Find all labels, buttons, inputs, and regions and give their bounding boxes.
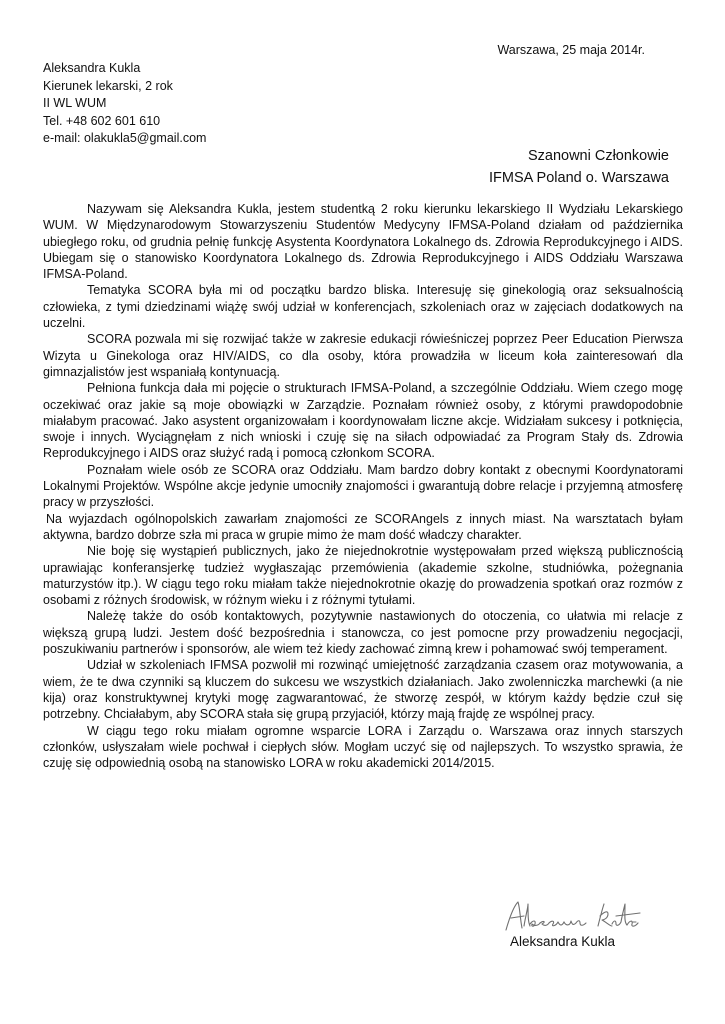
recipient-line-1: Szanowni Członkowie xyxy=(527,148,669,164)
body-paragraph: Nazywam się Aleksandra Kukla, jestem studentką 2 roku kierunku lekarskiego II Wydziału Lekarskiego WUM. W Międzynarodowym Stowarzyszeniu Studentów Medycyny IFMSA-Poland działam od października ubiegłego roku, od grudnia pełnię funkcję Asystenta Koordynatora Lokalnego ds. Zdrowia Reprodukcyjnego i AIDS. Ubiegam się o stanowisko Koordynatora Lokalnego ds. Zdrowia Reprodukcyjnego i AIDS Oddziału Warszawa IFMSA-Poland. xyxy=(43,202,683,282)
body-paragraph: Nie boję się wystąpień publicznych, jako że niejednokrotnie występowałam przed większą publicznością uprawiając konferansjerkę tudzież wygłaszając przemówienia (akademie szkolne, studniówka, pożegnania maturzystów itp.). W ciągu tego roku miałam także niejednokrotnie okazję do prowadzenia spotkań oraz rozmów z osobami z różnych środowisk, w różnym wieku i z różnymi tytułami. xyxy=(43,544,683,608)
handwritten-signature xyxy=(500,896,648,936)
body-paragraph: Tematyka SCORA była mi od początku bardzo bliska. Interesuję się ginekologią oraz seksualnością człowieka, z tymi dziedzinami wiążę swój udział w konferencjach, szkoleniach oraz w zajęciach dodatkowych na uczelni. xyxy=(43,283,683,331)
recipient-block xyxy=(489,145,669,189)
sender-block xyxy=(43,60,206,148)
body-paragraph: SCORA pozwala mi się rozwijać także w zakresie edukacji rówieśniczej poprzez Peer Education Pierwsza Wizyta u Ginekologa oraz HIV/AIDS, co dla osoby, która prowadziła w liceum koła zainteresowań dla gimnazjalistów jest wspaniałą kontynuacją. xyxy=(43,332,683,379)
body-paragraph: Udział w szkoleniach IFMSA pozwolił mi rozwinąć umiejętność zarządzania czasem oraz motywowania, a wiem, że te dwa czynniki są kluczem do sukcesu we wszystkich działaniach. Jako zwolenniczka marchewki (a nie kija) oraz konstruktywnej krytyki mogę zagwarantować, że stworzę zespół, w którym każdy będzie czuł się potrzebny. Chciałabym, aby SCORA stała się grupą przyjaciół, którzy mają frajdę ze wspólnej pracy. xyxy=(43,658,683,722)
sender-phone: Tel. +48 602 601 610 xyxy=(43,113,161,128)
body-paragraph: W ciągu tego roku miałam ogromne wsparcie LORA i Zarządu o. Warszawa oraz innych starszych członków, usłyszałam wiele pochwał i ciepłych słów. Mogłam uczyć się od najlepszych. To wszystko sprawia, że czuję się odpowiednią osobą na stanowisko LORA w roku akademicki 2014/2015. xyxy=(43,723,683,771)
sender-faculty: II WL WUM xyxy=(43,96,107,110)
letter-date: Warszawa, 25 maja 2014r. xyxy=(497,43,645,57)
signer-name: Aleksandra Kukla xyxy=(510,934,616,949)
sender-name: Aleksandra Kukla xyxy=(43,61,141,75)
recipient-line-2: IFMSA Poland o. Warszawa xyxy=(489,170,669,186)
letter-body xyxy=(43,201,683,771)
body-paragraph: Na wyjazdach ogólnopolskich zawarłam znajomości ze SCORAngels z innych miast. Na warsztatach byłam aktywna, bardzo dobrze szła mi praca w grupie mimo że mam dość władczy charakter. xyxy=(43,511,683,542)
body-paragraph: Poznałam wiele osób ze SCORA oraz Oddziału. Mam bardzo dobry kontakt z obecnymi Koordynatorami Lokalnymi Projektów. Wspólne akcje jedynie umocniły znajomości i gwarantują dobre relacje i przyjemną atmosferę pracy w przyszłości. xyxy=(43,462,683,510)
body-paragraph: Należę także do osób kontaktowych, pozytywnie nastawionych do otoczenia, co ułatwia mi relacje z większą grupą ludzi. Jestem dość bezpośrednia i stanowcza, co jest pomocne przy prowadzeniu negocjacji, poszukiwaniu partnerów i sponsorów, ale wiem też kiedy zachować zimną krew i pohamować swój temperament. xyxy=(43,609,683,657)
body-paragraph: Pełniona funkcja dała mi pojęcie o strukturach IFMSA-Poland, a szczególnie Oddziału. Wiem czego mogę oczekiwać oraz jakie są moje obowiązki w Zarządzie. Poznałam również osoby, z którymi prawdopodobnie miałabym pracować. Jako asystent organizowałam i koordynowałam liczne akcje. Widziałam sukcesy i potknięcia, swoje i innych. Wyciągnęłam z nich wnioski i czuję się na siłach odpowiadać za Program Stały ds. Zdrowia Reprodukcyjnego i AIDS oraz służyć radą i pomocą członkom SCORA. xyxy=(43,381,683,461)
sender-program: Kierunek lekarski, 2 rok xyxy=(43,78,173,93)
sender-email: e-mail: olakukla5@gmail.com xyxy=(43,131,207,145)
